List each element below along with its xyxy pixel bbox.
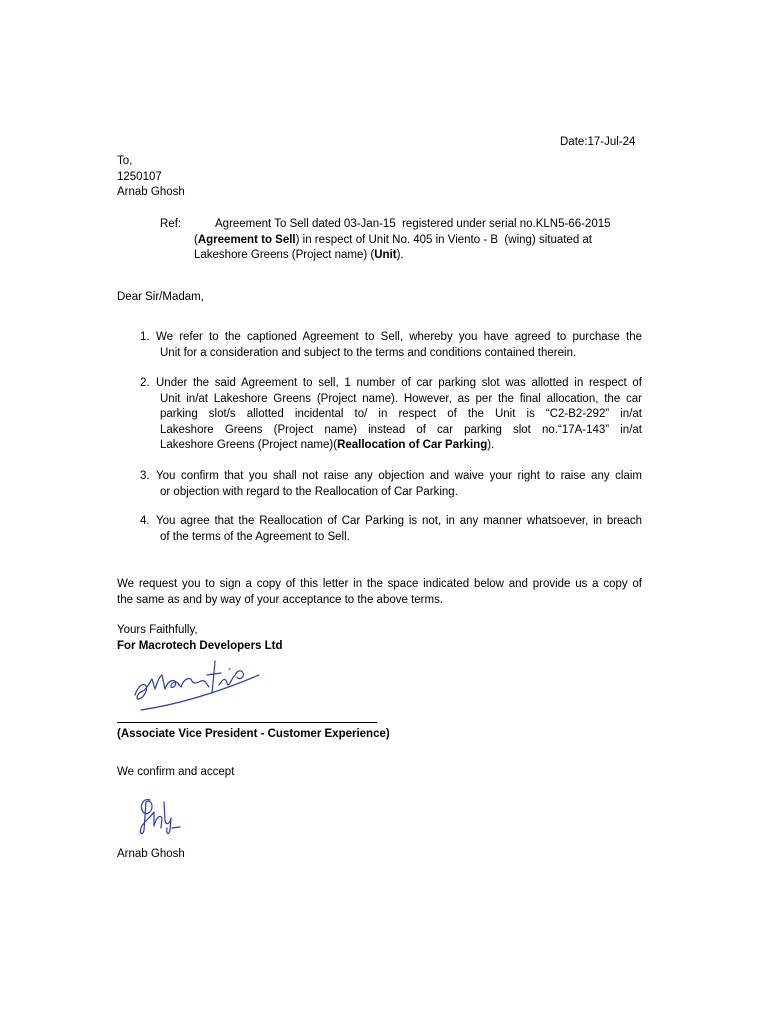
point-line: You confirm that you shall not raise any objection and waive your right to raise any claim: [156, 470, 642, 482]
ref-label: Ref:: [160, 218, 182, 230]
point-line: Unit for a consideration and subject to the terms and conditions contained therein.: [160, 346, 577, 359]
point-3: [140, 469, 642, 500]
point-4: [140, 514, 642, 545]
letter-date: Date:17-Jul-24: [560, 136, 636, 148]
point-1: [140, 330, 642, 361]
address-to: To,: [117, 155, 133, 167]
customer-id: 1250107: [117, 170, 162, 183]
customer-signature: [134, 792, 186, 844]
point-text-segment: ).: [487, 439, 495, 452]
request-paragraph: [117, 577, 642, 608]
point-line: [160, 438, 642, 454]
ref-line: Agreement To Sell dated 03-Jan-15 registered under serial no.KLN5-66-2015: [215, 218, 611, 230]
closing-block: [117, 623, 283, 654]
request-line: the same as and by way of your acceptance to the above terms.: [117, 593, 444, 606]
point-defined-term: Reallocation of Car Parking: [337, 439, 488, 452]
signatory-title: (Associate Vice President - Customer Experience): [117, 728, 390, 740]
ref-defined-term: Unit: [374, 249, 397, 262]
address-block: [117, 154, 185, 201]
ref-line: [194, 248, 642, 264]
ref-line: [194, 233, 642, 249]
ref-text-segment: ).: [396, 249, 404, 262]
request-line: We request you to sign a copy of this letter in the space indicated below and provide us a copy of: [117, 578, 642, 590]
ref-text: [194, 217, 642, 264]
signatory-signature: [125, 655, 265, 715]
point-line: Lakeshore Greens (Project name) instead of car parking slot no.“17A-143” in/at: [160, 423, 642, 436]
ref-text-segment: Lakeshore Greens (Project name) (: [194, 249, 375, 262]
ref-defined-term: Agreement to Sell: [197, 233, 296, 246]
customer-name: Arnab Ghosh: [117, 186, 185, 199]
signature-line: [117, 722, 377, 723]
point-line: parking slot/s allotted incidental to/ in respect of the Unit is “C2-B2-292” in/at: [160, 408, 642, 421]
greeting: Dear Sir/Madam,: [117, 291, 204, 303]
ref-text-segment: (: [194, 233, 198, 246]
point-line: Unit in/at Lakeshore Greens (Project name). However, as per the final allocation, the car: [160, 392, 642, 405]
point-line: You agree that the Reallocation of Car Parking is not, in any manner whatsoever, in breach: [156, 515, 642, 527]
ref-text-segment: ) in respect of Unit No. 405 in Viento - B (wing) situated at: [295, 233, 593, 246]
closing-text: Yours Faithfully,: [117, 624, 198, 636]
point-2: [140, 376, 642, 454]
point-text-segment: Lakeshore Greens (Project name)(: [160, 439, 338, 452]
point-line: Under the said Agreement to sell, 1 number of car parking slot was allotted in respect of: [156, 377, 642, 389]
point-number: 3.: [140, 470, 150, 482]
customer-signature-name: Arnab Ghosh: [117, 848, 185, 860]
acceptance-text: We confirm and accept: [117, 766, 235, 778]
point-line: of the terms of the Agreement to Sell.: [160, 530, 350, 543]
point-line: We refer to the captioned Agreement to Sell, whereby you have agreed to purchase the: [156, 331, 642, 343]
point-number: 1.: [140, 331, 150, 343]
point-number: 4.: [140, 515, 150, 527]
company-name: For Macrotech Developers Ltd: [117, 639, 283, 652]
point-number: 2.: [140, 377, 150, 389]
point-line: or objection with regard to the Reallocation of Car Parking.: [160, 485, 458, 498]
